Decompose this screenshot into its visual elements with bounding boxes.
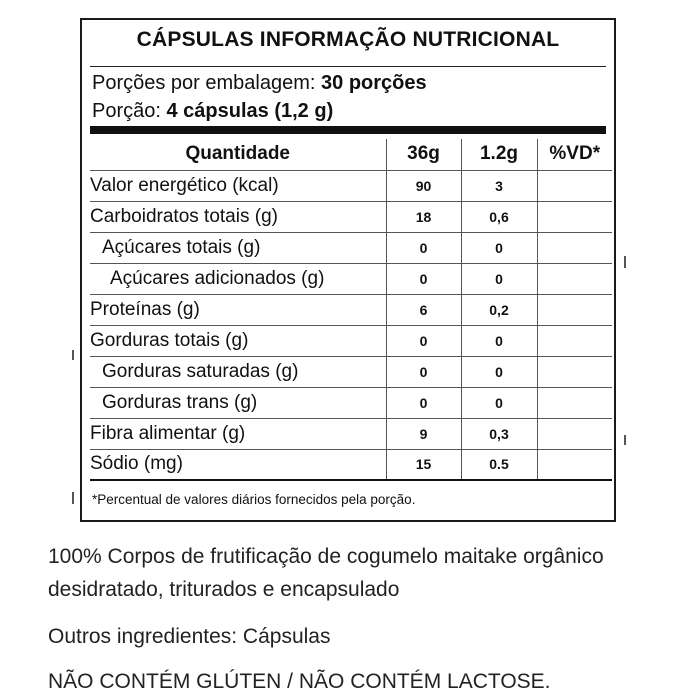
allergen-warning: NÃO CONTÉM GLÚTEN / NÃO CONTÉM LACTOSE.: [48, 670, 551, 693]
value-1-2g: 0: [461, 325, 537, 356]
value-36g: 0: [386, 356, 461, 387]
value-36g: 0: [386, 325, 461, 356]
value-vd: [537, 232, 612, 263]
value-1-2g: 0,3: [461, 418, 537, 449]
thick-divider: [90, 126, 606, 134]
header-36g: 36g: [386, 139, 461, 170]
servings-per-package: [92, 72, 427, 95]
table-row: [90, 263, 612, 294]
value-1-2g: 0: [461, 387, 537, 418]
portion-size: [92, 100, 333, 123]
value-36g: 0: [386, 232, 461, 263]
edge-mark: [624, 256, 626, 268]
portion-label: Porção:: [92, 100, 161, 122]
table-row: [90, 325, 612, 356]
ingredients-text: 100% Corpos de frutificação de cogumelo maitake orgânico desidratado, triturados e encapsulado: [48, 545, 604, 601]
value-vd: [537, 418, 612, 449]
value-36g: 15: [386, 449, 461, 480]
value-1-2g: 0,2: [461, 294, 537, 325]
header-quantity: Quantidade: [185, 143, 290, 165]
edge-mark: [72, 492, 74, 504]
table-row: [90, 387, 612, 418]
value-36g: 6: [386, 294, 461, 325]
edge-mark: [72, 350, 74, 360]
value-36g: 0: [386, 387, 461, 418]
value-36g: 90: [386, 170, 461, 201]
servings-value: 30 porções: [321, 72, 427, 94]
servings-label: Porções por embalagem:: [92, 72, 316, 94]
table-row: [90, 232, 612, 263]
footnote: *Percentual de valores diários fornecidos pela porção.: [92, 492, 416, 507]
value-vd: [537, 201, 612, 232]
edge-mark: [624, 435, 626, 445]
other-ingredients: Outros ingredientes: Cápsulas: [48, 625, 331, 648]
nutrition-facts-panel: [80, 18, 616, 522]
value-1-2g: 0: [461, 232, 537, 263]
table-row: [90, 418, 612, 449]
value-36g: 0: [386, 263, 461, 294]
title-divider: [90, 66, 606, 67]
table-row: [90, 294, 612, 325]
value-36g: 18: [386, 201, 461, 232]
row-label: Gorduras totais (g): [90, 329, 249, 351]
row-label: Valor energético (kcal): [90, 174, 279, 196]
table-row: [90, 356, 612, 387]
value-1-2g: 0: [461, 356, 537, 387]
table-row: [90, 170, 612, 201]
value-vd: [537, 387, 612, 418]
table-row: [90, 201, 612, 232]
value-1-2g: 3: [461, 170, 537, 201]
row-label: Sódio (mg): [90, 453, 183, 475]
header-vd: %VD*: [537, 139, 612, 170]
value-vd: [537, 325, 612, 356]
row-label: Gorduras saturadas (g): [102, 360, 299, 382]
row-label: Proteínas (g): [90, 298, 200, 320]
portion-value: 4 cápsulas (1,2 g): [166, 100, 334, 122]
value-1-2g: 0.5: [461, 449, 537, 480]
value-36g: 9: [386, 418, 461, 449]
value-vd: [537, 263, 612, 294]
table-row: [90, 449, 612, 480]
row-label: Carboidratos totais (g): [90, 205, 278, 227]
value-1-2g: 0: [461, 263, 537, 294]
row-label: Gorduras trans (g): [102, 391, 258, 413]
row-label: Açúcares totais (g): [102, 236, 261, 258]
value-vd: [537, 294, 612, 325]
value-vd: [537, 356, 612, 387]
row-label: Açúcares adicionados (g): [110, 267, 325, 289]
table-header-row: [90, 139, 612, 170]
nutrition-table: [90, 139, 612, 481]
header-1-2g: 1.2g: [461, 139, 537, 170]
row-label: Fibra alimentar (g): [90, 422, 246, 444]
panel-title: CÁPSULAS INFORMAÇÃO NUTRICIONAL: [136, 28, 560, 51]
value-1-2g: 0,6: [461, 201, 537, 232]
value-vd: [537, 170, 612, 201]
value-vd: [537, 449, 612, 480]
